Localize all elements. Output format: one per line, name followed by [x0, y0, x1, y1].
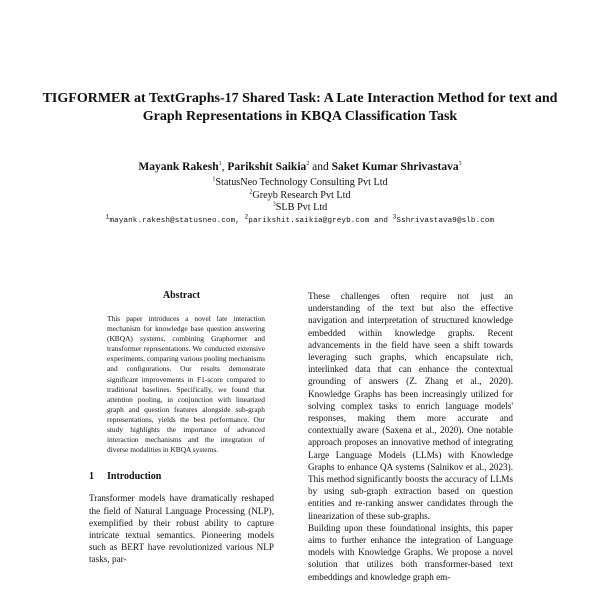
- email-address: parikshit.saikia@greyb.com: [248, 217, 370, 225]
- author-separator: and: [309, 161, 332, 173]
- email-and: and: [374, 217, 389, 225]
- section-heading: [89, 471, 274, 482]
- intro-paragraph: Transformer models have dramatically reshaped the field of Natural Language Processing (NLP), exemplified by their robust ability to capture intricate textual semantics. Pioneering models such as BERT have revolutionized various NLP tasks, par-: [89, 493, 274, 565]
- email-address: Sshrivastava9@slb.com: [396, 217, 495, 225]
- affiliation: [40, 202, 560, 215]
- author-mark: 1: [218, 161, 222, 168]
- affiliations: [40, 177, 560, 215]
- author-name: Mayank Rakesh: [138, 161, 219, 173]
- right-column: [308, 290, 513, 583]
- affiliation-mark: 2: [249, 189, 253, 196]
- author-mark: 3: [458, 161, 462, 168]
- email-mark: 1: [105, 213, 110, 221]
- affiliation-mark: 1: [212, 176, 216, 183]
- author-separator: ,: [221, 161, 228, 173]
- affiliation-mark: 3: [272, 201, 276, 208]
- email-mark: 2: [244, 213, 249, 221]
- paper-title: TIGFORMER at TextGraphs-17 Shared Task: A Late Interaction Method for text and Graph Representations in KBQA Classification Task: [42, 91, 558, 124]
- left-column: [89, 290, 274, 566]
- affiliation: [40, 177, 560, 190]
- affiliation-name: Greyb Research Pvt Ltd: [252, 189, 351, 201]
- section-title: Introduction: [107, 471, 162, 483]
- email-list: [20, 213, 580, 225]
- affiliation-name: SLB Pvt Ltd: [275, 202, 328, 213]
- author-list: [40, 160, 560, 174]
- abstract-text: This paper introduces a novel late interaction mechanism for knowledge base question answering (KBQA) systems, combining Graphormer and transformer representations. We conducted extensive experiments, comparing various pooling mechanisms and configurations. Our results demonstrate significant improvements in F1-score compared to traditional baselines. Specifically, we found that attention pooling, in conjunction with linearized graph and question features alongside sub-graph representations, yields the best performance. Our study highlights the importance of advanced interaction mechanisms and the integration of diverse modalities in KBQA systems.: [107, 314, 265, 455]
- abstract-heading: Abstract: [162, 290, 201, 301]
- author-name: Saket Kumar Shrivastava: [331, 161, 459, 173]
- email-address: mayank.rakesh@statusneo.com,: [109, 217, 240, 225]
- body-paragraph: Building upon these foundational insights, this paper aims to further enhance the integration of Language models with Knowledge Graphs. We propose a novel solution that utilizes both transformer-based text embeddings and knowledge graph em-: [308, 522, 513, 582]
- email-mark: 3: [392, 213, 397, 221]
- author-name: Parikshit Saikia: [227, 161, 307, 173]
- body-paragraph: These challenges often require not just an understanding of the text but also the effective navigation and interpretation of structured knowledge embedded within knowledge graphs. Recent advancements in the field have seen a shift towards leveraging such graphs, which encapsulate rich, interlinked data that can enhance the contextual grounding of answers (Z. Zhang et al., 2020). Knowledge Graphs has been increasingly utilized for solving complex tasks to enrich language models' responses, making them more accurate and contextually aware (Saxena et al., 2020). One notable approach proposes an innovative method of integrating Large Language Models (LLMs) with Knowledge Graphs to enhance QA systems (Salnikov et al., 2023). This method significantly boosts the accuracy of LLMs by using sub-graph extraction based on question entities and re-ranking answer candidates through the linearization of these sub-graphs.: [308, 291, 513, 521]
- author-mark: 2: [306, 161, 310, 168]
- affiliation-name: StatusNeo Technology Consulting Pvt Ltd: [215, 177, 388, 188]
- affiliation: [40, 190, 560, 203]
- section-number: 1: [89, 471, 94, 483]
